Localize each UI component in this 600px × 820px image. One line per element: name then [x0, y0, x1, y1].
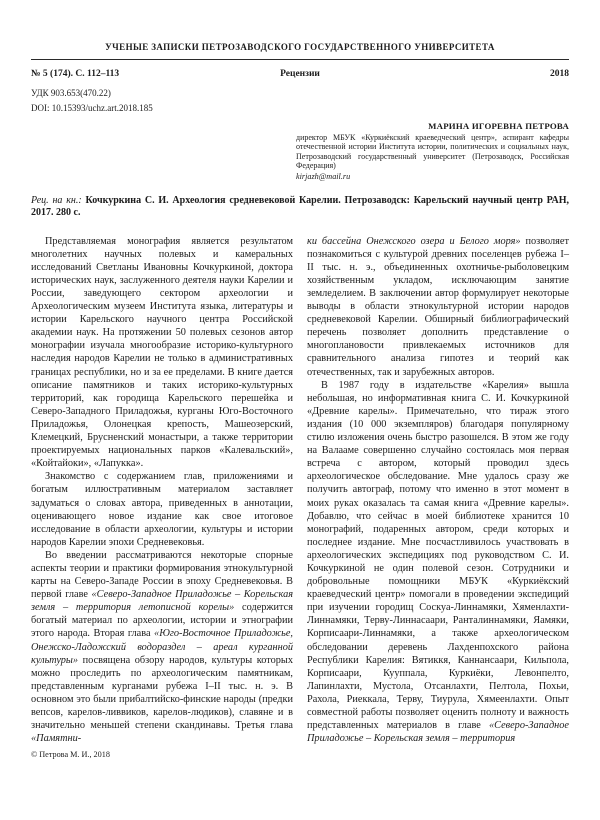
issue-pages: № 5 (174). С. 112–113 [31, 69, 120, 79]
paragraph [307, 235, 569, 379]
text-run: ки бассейна Онежского озера и Белого моря» [307, 235, 521, 247]
author-email: kirjazh@mail.ru [296, 171, 351, 181]
citation-prefix: Рец. на кн.: [31, 194, 86, 206]
paragraph [31, 549, 293, 745]
text-run: позволяет познакомиться с культурой древних поселенцев рубежа I–II тыс. н. э., объединенных охотничье-рыболовецким хозяйственным укладом, исключающим занятие земледелием. В заключении автор формулирует некоторые выводы в области этнокультурной истории народов средневековой Карелии. Обширный библиографический перечень позволяет дополнить представление о многоплановости привлекаемых источников для сравнительного анализа гипотез и теорий как отечественных, так и зарубежных авторов. [307, 235, 569, 378]
text-run: Знакомство с содержанием глав, приложениями и богатым иллюстративным материалом заставляет задуматься о словах автора, приведенных в аннотации, оценивающего новое издание как свое итоговое исследование в области археологии, культуры и истории народов Карелии эпохи Средневековья. [31, 471, 293, 548]
copyright-footnote: © Петрова М. И., 2018 [31, 750, 110, 760]
author-name: МАРИНА ИГОРЕВНА ПЕТРОВА [428, 121, 569, 131]
section-label: Рецензии [280, 69, 320, 79]
paragraph [31, 470, 293, 549]
author-block [296, 121, 569, 181]
left-column [31, 235, 293, 746]
author-affiliation: директор МБУК «Куркиёкский краеведческий центр», аспирант кафедры отечественной истории Института истории, политических и социальных наук, Петрозаводский государственный университет (Петрозаводск, Российская Федерация) [296, 133, 569, 171]
paragraph [31, 235, 293, 471]
citation-text: Кочкуркина С. И. Археология средневековой Карелии. Петрозаводск: Карельский научный центр РАН, 2017. 280 с. [31, 194, 569, 219]
journal-title: УЧЕНЫЕ ЗАПИСКИ ПЕТРОЗАВОДСКОГО ГОСУДАРСТВЕННОГО УНИВЕРСИТЕТА [105, 42, 495, 52]
text-run: «Северо-Западное Приладожье – Корельская земля – территория летописной корелы» [31, 589, 294, 614]
paragraph [307, 379, 569, 746]
issue-meta-row [31, 69, 569, 79]
text-run: «Юго-Восточное Приладожье, Онежско-Ладожский водораздел – ареал курганной культуры» [31, 628, 293, 666]
text-run: содержится богатый материал по археологии, истории и этнографии этого народа. Вторая глава [31, 602, 293, 640]
text-run: «Памятни- [31, 733, 82, 745]
udc-code: УДК 903.653(470.22) [31, 88, 111, 98]
text-run: Представляемая монография является результатом многолетних научных полевых и камеральных исследований Светланы Ивановны Кочкуркиной, доктора исторических наук, заслуженного деятеля науки Карелии и России, заведующего сектором археологии и Археологическим музеем Института языка, литературы и истории Карельского научного центра Российской академии наук. На протяжении 50 полевых сезонов автор монографии изучала многообразие историко-культурного наследия народов Карелии не только в административных границах республики, но и за ее пределами. В книге дается описание памятников и таких историко-культурных территорий, как городища Карельского перешейка и Северо-Западного Приладожья, курганы Юго-Восточного Приладожья, Олонецкая крепость, Машеозерский, Клемецкий, Брусненский монастыри, а также территории проектируемых национальных парков «Калевальский», «Койтайоки», «Лапукка». [31, 235, 293, 470]
doi-code: DOI: 10.15393/uchz.art.2018.185 [31, 103, 153, 113]
text-run: В 1987 году в издательстве «Карелия» вышла небольшая, но информативная книга С. И. Кочкуркиной «Древние карелы». Примечательно, что тираж этого издания (10 000 экземпляров) благодаря популярному стилю изложения очень быстро разошелся. В этом же году на Валааме совершенно случайно состоялась моя первая встреча с автором, который проводил здесь археологическое обследование. Мне удалось сразу же получить автограф, потому что именно в этот момент в моих руках оказалась та самая книга «Древние карелы». Добавлю, что сейчас в моей библиотеке хранится 10 монографий, подаренных автором, среди которых и последнее издание. Мне посчастливилось участвовать в археологических экспедициях под руководством С. И. Кочкуркиной не один полевой сезон. Сотрудники и добровольные помощники МБУК «Куркиёкский краеведческий центр» помогали в проведении экспедиций при изучении городищ Соскуа-Линнамяки, Хяменлахти-Линнамяки, Терву-Линнасаари, Ранталиннамяки, Яамяки, Корписаари-Линнамяки, а также археологическом обследовании деревень Лахденпохского района Республики Карелия: Вятиккя, Каннансаари, Кильпола, Корписаари, Кууппала, Куркиёки, Левонпелто, Лапинлахти, Мустола, Отсанлахти, Пелтола, Похьи, Рахола, Риеккала, Терву, Тиурула, Хямеенлахти. Опыт совместной работы позволяет оценить полноту и важность представленных материалов в главе [307, 379, 569, 732]
text-run: посвящена обзору народов, культуры которых можно проследить по археологическим памятникам, представленным курганами рубежа I–II тыс. н. э. В основном это были прибалтийско-финские народы (предки вепсов, карелов-ливвиков, карелов-людиков), славяне и в значительно меньшей степени скандинавы. Третья глава [31, 654, 293, 732]
body-columns [31, 235, 569, 746]
text-run: «Северо-Западное Приладожье – Корельская земля – территория [307, 720, 569, 745]
header-rule [31, 59, 569, 60]
right-column [307, 235, 569, 746]
review-citation [31, 195, 569, 220]
text-run: Во введении рассматриваются некоторые спорные аспекты теории и практики формирования этнокультурной карты на Северо-Западе России в эпоху Средневековья. В первой главе [31, 549, 293, 601]
year-label: 2018 [549, 69, 569, 79]
